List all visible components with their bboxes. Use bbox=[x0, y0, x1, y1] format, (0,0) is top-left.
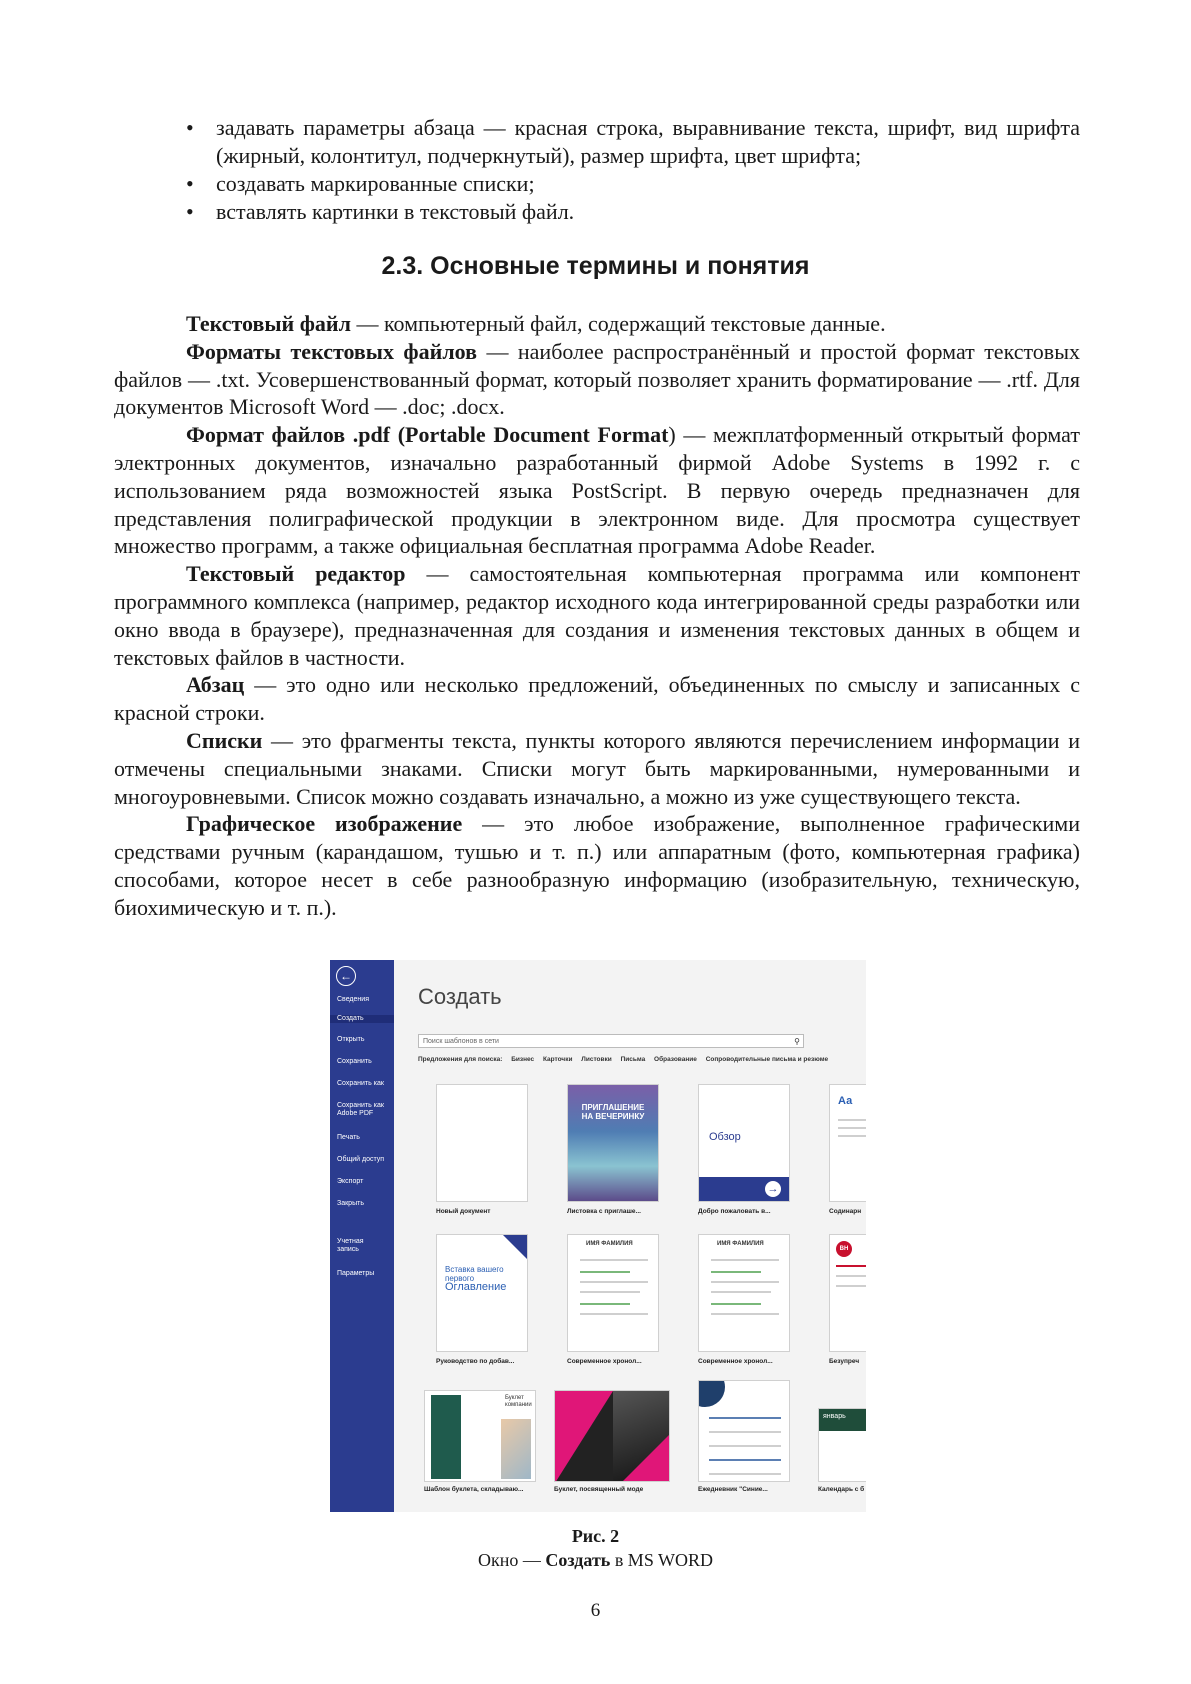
page-number: 6 bbox=[590, 1600, 601, 1621]
template-label: Листовка с приглаше... bbox=[567, 1208, 641, 1215]
caption-prefix: Окно — bbox=[478, 1550, 546, 1570]
term: Формат файлов .pdf (Portable Document Format bbox=[186, 422, 669, 448]
section-heading: 2.3. Основные термины и понятия bbox=[381, 252, 810, 280]
template-label: Буклет, посвященный моде bbox=[554, 1486, 644, 1493]
bullet-item: • вставлять картинки в текстовый файл. bbox=[180, 198, 1080, 226]
definition: ) — межплатформенный открытый формат электронных документов, изначально разработанный фирмой Adobe Systems в 1992 г. с использованием ряда возможностей языка PostScript. В первую очередь предназначен для представления полиграфической продукции в электронном виде. Для просмотра существует множество программ, а также официальная бесплатная программа Adobe Reader. bbox=[114, 422, 1080, 559]
template-label: Безупреч bbox=[829, 1358, 860, 1365]
backstage-sidebar bbox=[330, 960, 394, 1512]
template-tour[interactable] bbox=[698, 1084, 790, 1202]
paragraph bbox=[114, 560, 1080, 671]
monogram-badge: ВН bbox=[836, 1241, 852, 1257]
template-label: Добро пожаловать в... bbox=[698, 1208, 771, 1215]
text-line bbox=[838, 1119, 866, 1121]
template-fashion-booklet[interactable] bbox=[554, 1390, 670, 1482]
suggestion-link[interactable]: Письма bbox=[620, 1056, 646, 1063]
template-label: Современное хронол... bbox=[698, 1358, 773, 1365]
template-booklet[interactable] bbox=[424, 1390, 536, 1482]
text-line bbox=[580, 1303, 630, 1305]
toc-line: Вставка вашего первого bbox=[445, 1265, 504, 1283]
suggestion-link[interactable]: Листовки bbox=[581, 1056, 612, 1063]
word-create-screenshot bbox=[330, 960, 866, 1512]
definition: — это любое изображение, выполненное графическими средствами ручным (карандашом, тушью и т. п.) или аппаратным (фото, компьютерная графика) способами, которое несет в себе разнообразную информацию (изобразительную, техническую, биохимическую и т. п.). bbox=[114, 811, 1080, 920]
sidebar-item-export[interactable]: Экспорт bbox=[337, 1178, 364, 1185]
term: Графическое изображение bbox=[186, 811, 463, 837]
body-text bbox=[114, 310, 1080, 922]
template-flawless[interactable] bbox=[829, 1234, 866, 1352]
text-line bbox=[580, 1271, 630, 1273]
template-toc-guide[interactable] bbox=[436, 1234, 528, 1352]
resume-name: ИМЯ ФАМИЛИЯ bbox=[717, 1241, 764, 1247]
template-search-input[interactable] bbox=[418, 1034, 804, 1048]
sidebar-item-open[interactable]: Открыть bbox=[337, 1036, 365, 1043]
create-title: Создать bbox=[418, 984, 502, 1009]
pink-shape bbox=[555, 1391, 613, 1482]
caption-suffix: в MS WORD bbox=[610, 1550, 713, 1570]
template-calendar[interactable] bbox=[818, 1408, 866, 1482]
booklet-image bbox=[501, 1419, 531, 1479]
search-suggestions bbox=[418, 1056, 866, 1063]
paragraph bbox=[114, 310, 1080, 338]
sidebar-item-share[interactable]: Общий доступ bbox=[337, 1156, 385, 1163]
text-line bbox=[838, 1127, 866, 1129]
definition: — компьютерный файл, содержащий текстовые данные. bbox=[350, 311, 886, 336]
term: Текстовый файл bbox=[186, 311, 351, 336]
template-single-spaced[interactable] bbox=[829, 1084, 866, 1202]
paragraph bbox=[114, 338, 1080, 421]
paragraph bbox=[114, 810, 1080, 921]
suggestion-link[interactable]: Сопроводительные письма и резюме bbox=[705, 1056, 829, 1063]
text-line bbox=[711, 1259, 779, 1261]
corner-band bbox=[503, 1235, 527, 1259]
template-resume-1[interactable] bbox=[567, 1234, 659, 1352]
sidebar-item-new[interactable]: Создать bbox=[330, 1015, 394, 1023]
template-label: Содинарн bbox=[829, 1208, 862, 1215]
template-label: Шаблон буклета, складываю... bbox=[424, 1486, 524, 1493]
paragraph bbox=[114, 671, 1080, 727]
caption-bold: Создать bbox=[545, 1550, 611, 1570]
toc-text bbox=[445, 1265, 527, 1292]
pink-corner bbox=[623, 1435, 669, 1481]
text-line bbox=[580, 1313, 648, 1315]
text-line bbox=[709, 1417, 781, 1419]
bullet-item: • создавать маркированные списки; bbox=[180, 170, 1080, 198]
text-line bbox=[838, 1135, 866, 1137]
template-label: Новый документ bbox=[436, 1208, 491, 1215]
text-line bbox=[711, 1281, 779, 1283]
sidebar-item-save-as[interactable]: Сохранить как bbox=[337, 1080, 384, 1087]
figure-caption-title: Рис. 2 bbox=[571, 1526, 620, 1546]
search-placeholder: Поиск шаблонов в сети bbox=[423, 1038, 499, 1045]
text-line bbox=[580, 1281, 648, 1283]
term: Абзац bbox=[186, 672, 245, 698]
text-line bbox=[711, 1291, 771, 1293]
text-line bbox=[580, 1259, 648, 1261]
text-line bbox=[711, 1271, 761, 1273]
template-label: Руководство по добав... bbox=[436, 1358, 515, 1365]
resume-name: ИМЯ ФАМИЛИЯ bbox=[586, 1241, 633, 1247]
sidebar-item-close[interactable]: Закрыть bbox=[337, 1200, 364, 1207]
template-label: Современное хронол... bbox=[567, 1358, 642, 1365]
text-line bbox=[836, 1285, 866, 1287]
bullet-item: • задавать параметры абзаца — красная строка, выравнивание текста, шрифт, вид шрифта (жирный, колонтитул, подчеркнутый), размер шрифта, цвет шрифта; bbox=[180, 114, 1080, 170]
toc-line: Оглавление bbox=[445, 1281, 507, 1293]
booklet-panel bbox=[431, 1395, 461, 1479]
term: Форматы текстовых файлов bbox=[186, 338, 477, 364]
suggestion-link[interactable]: Образование bbox=[654, 1056, 697, 1063]
template-resume-2[interactable] bbox=[698, 1234, 790, 1352]
sidebar-item-save[interactable]: Сохранить bbox=[337, 1058, 372, 1065]
text-line bbox=[709, 1431, 781, 1433]
text-line bbox=[709, 1473, 781, 1475]
template-label: Ежедневник "Синие... bbox=[698, 1486, 768, 1493]
sidebar-item-account[interactable]: Учетная запись bbox=[337, 1238, 364, 1253]
aa-text: Аа bbox=[838, 1095, 853, 1107]
tour-text: Обзор bbox=[709, 1131, 741, 1143]
definition: — это одно или несколько предложений, объединенных по смыслу и записанных с красной строки. bbox=[114, 672, 1080, 726]
text-line bbox=[709, 1459, 781, 1461]
text-line bbox=[711, 1313, 779, 1315]
planner-circle bbox=[698, 1380, 725, 1407]
sidebar-item-info[interactable]: Сведения bbox=[337, 996, 369, 1003]
figure-caption bbox=[0, 1550, 1191, 1571]
sidebar-item-print[interactable]: Печать bbox=[337, 1134, 360, 1141]
arrow-right-icon: → bbox=[765, 1181, 781, 1197]
suggestion-link[interactable]: Бизнес bbox=[511, 1056, 535, 1063]
text-line bbox=[836, 1275, 866, 1277]
term: Списки bbox=[186, 727, 263, 753]
invite-text: ПРИГЛАШЕНИЕ НА ВЕЧЕРИНКУ bbox=[581, 1103, 645, 1121]
paragraph bbox=[114, 727, 1080, 810]
text-line bbox=[580, 1291, 640, 1293]
suggestions-label: Предложения для поиска: bbox=[418, 1056, 503, 1063]
definition: — это фрагменты текста, пункты которого являются перечислением информации и отмечены специальными знаками. Списки могут быть маркированными, нумерованными и многоуровневыми. Список можно создавать изначально, а можно из уже существующего текста. bbox=[114, 727, 1080, 809]
term: Текстовый редактор bbox=[186, 561, 406, 587]
definition: — самостоятельная компьютерная программа или компонент программного комплекса (например, редактор исходного кода интегрированной среды разработки или окно ввода в браузере), предназначенная для создания и изменения текстовых данных в общем и текстовых файлов в частности. bbox=[114, 561, 1080, 670]
paragraph bbox=[114, 421, 1080, 560]
template-planner[interactable] bbox=[698, 1380, 790, 1482]
definition: — наиболее распространённый и простой формат текстовых файлов — .txt. Усовершенствованный формат, который позволяет хранить форматирование — .rtf. Для документов Microsoft Word — .doc; .docx. bbox=[114, 338, 1080, 420]
suggestion-link[interactable]: Карточки bbox=[542, 1056, 573, 1063]
calendar-month: январь bbox=[819, 1409, 866, 1431]
template-invite[interactable] bbox=[567, 1084, 659, 1202]
text-line bbox=[709, 1445, 781, 1447]
text-line bbox=[836, 1265, 866, 1267]
template-label: Календарь с б bbox=[818, 1486, 865, 1493]
bullet-list bbox=[180, 114, 1080, 226]
text-line bbox=[711, 1303, 761, 1305]
back-arrow-icon[interactable]: ← bbox=[336, 966, 356, 986]
template-blank[interactable] bbox=[436, 1084, 528, 1202]
sidebar-item-save-as-pdf[interactable]: Сохранить как Adobe PDF bbox=[337, 1102, 384, 1117]
search-icon[interactable]: ⚲ bbox=[794, 1037, 800, 1046]
sidebar-item-options[interactable]: Параметры bbox=[337, 1270, 375, 1277]
booklet-title: Буклет компании bbox=[505, 1395, 532, 1408]
